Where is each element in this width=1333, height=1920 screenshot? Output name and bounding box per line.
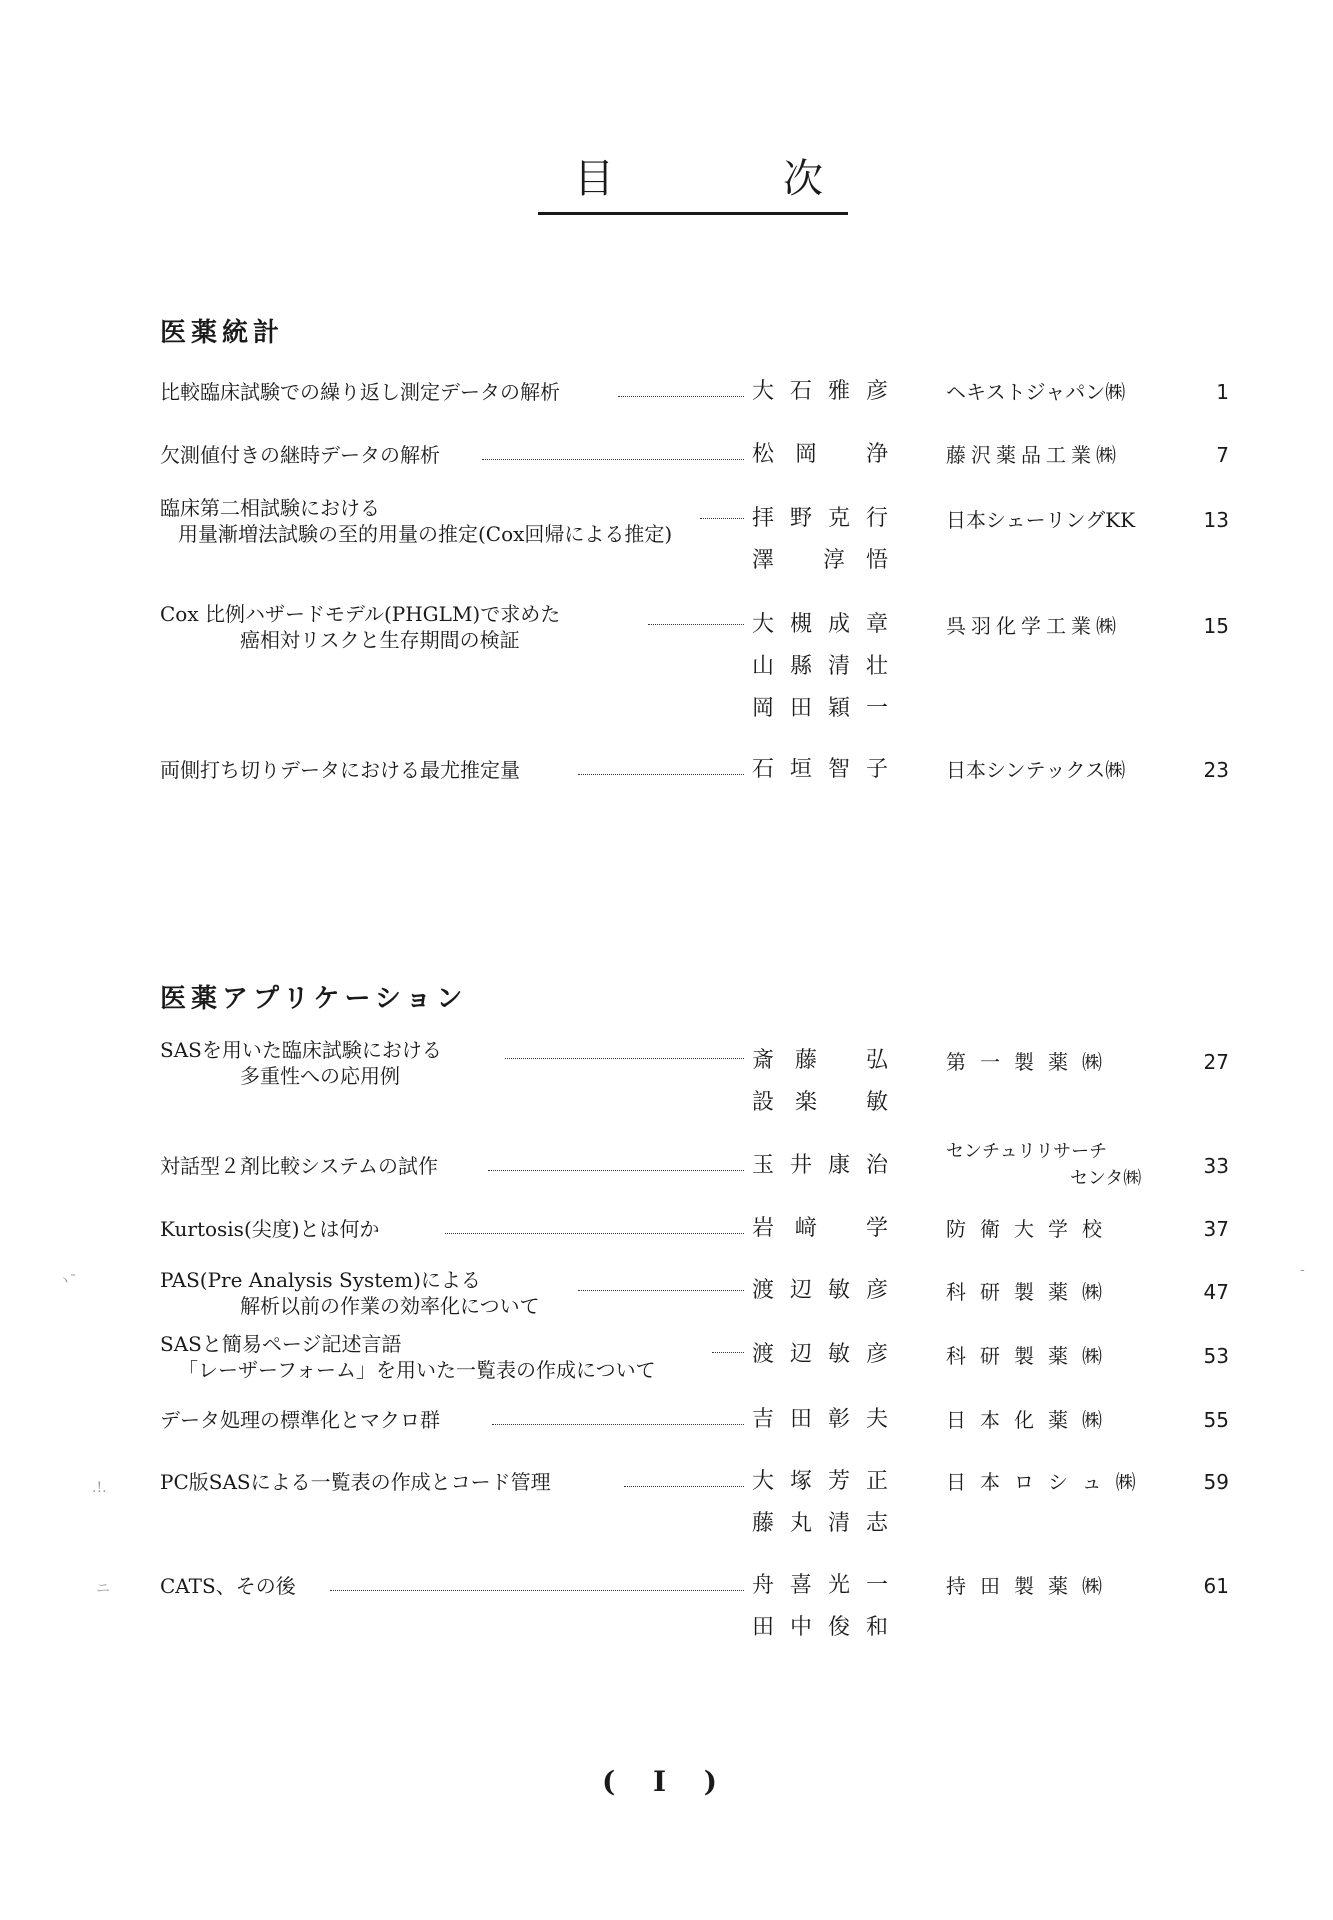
entry-title-line: SASと簡易ページ記述言語 xyxy=(160,1332,402,1356)
entry-title-line: CATS、その後 xyxy=(160,1574,296,1598)
entry-author: 拝 野 克 行 xyxy=(752,506,888,531)
entry-page: 1 xyxy=(1216,380,1229,404)
entry-author: 田 中 俊 和 xyxy=(752,1615,888,1640)
entry-author: 大 石 雅 彦 xyxy=(752,379,888,404)
entry-org: 防衛大学校 xyxy=(946,1217,1116,1241)
entry-title-line: 比較臨床試験での繰り返し測定データの解析 xyxy=(160,380,560,404)
entry-author: 松 岡 浄 xyxy=(752,442,888,467)
entry-org: 第一製薬㈱ xyxy=(946,1050,1116,1074)
dot-leader xyxy=(712,1352,744,1353)
entry-author: 大 槻 成 章 xyxy=(752,612,888,637)
page-title xyxy=(538,150,848,215)
entry-author: 大 塚 芳 正 xyxy=(752,1469,888,1494)
entry-title-line: 臨床第二相試験における xyxy=(160,496,380,520)
entry-page: 37 xyxy=(1203,1217,1229,1241)
entry-title-line: データ処理の標準化とマクロ群 xyxy=(160,1408,440,1432)
entry-title-line: 「レーザーフォーム」を用いた一覧表の作成について xyxy=(178,1358,656,1382)
entry-author: 澤 淳 悟 xyxy=(752,548,888,573)
scan-speck: ニ xyxy=(96,1581,110,1597)
scan-speck: .!. xyxy=(92,1480,107,1496)
entry-title-line: 用量漸増法試験の至的用量の推定(Cox回帰による推定) xyxy=(178,522,673,546)
entry-page: 13 xyxy=(1203,508,1229,532)
entry-title-line: Cox 比例ハザードモデル(PHGLM)で求めた xyxy=(160,602,561,626)
scan-speck: - xyxy=(1300,1262,1305,1278)
entry-org: ヘキストジャパン㈱ xyxy=(946,380,1126,404)
entry-title-line: 両側打ち切りデータにおける最尤推定量 xyxy=(160,758,520,782)
dot-leader xyxy=(492,1424,744,1425)
entry-page: 47 xyxy=(1203,1280,1229,1304)
dot-leader xyxy=(618,396,744,397)
entry-org: 日本シェーリングKK xyxy=(946,508,1136,532)
entry-author: 渡 辺 敏 彦 xyxy=(752,1278,888,1303)
dot-leader xyxy=(330,1590,744,1591)
title-char-1: 目 xyxy=(574,156,614,202)
entry-author: 吉 田 彰 夫 xyxy=(752,1407,888,1432)
entry-page: 15 xyxy=(1203,614,1229,638)
entry-author: 斎 藤 弘 xyxy=(752,1048,888,1073)
entry-page: 59 xyxy=(1203,1470,1229,1494)
dot-leader xyxy=(488,1170,744,1171)
section-heading-statistics: 医薬統計 xyxy=(160,318,285,348)
entry-title-line: PC版SASによる一覧表の作成とコード管理 xyxy=(160,1470,551,1494)
entry-org: 日本ロシュ㈱ xyxy=(946,1470,1150,1494)
title-char-2: 次 xyxy=(783,156,823,202)
entry-org: 日本化薬㈱ xyxy=(946,1408,1116,1432)
entry-author: 玉 井 康 治 xyxy=(752,1153,888,1178)
entry-title-line: 多重性への応用例 xyxy=(240,1064,400,1088)
scan-speck: ヽ ̄ xyxy=(58,1273,77,1289)
entry-title-line: 欠測値付きの継時データの解析 xyxy=(160,443,440,467)
entry-title-line: SASを用いた臨床試験における xyxy=(160,1038,442,1062)
dot-leader xyxy=(578,774,744,775)
entry-author: 舟 喜 光 一 xyxy=(752,1573,888,1598)
dot-leader xyxy=(482,459,744,460)
entry-page: 53 xyxy=(1203,1344,1229,1368)
entry-title-line: PAS(Pre Analysis System)による xyxy=(160,1268,481,1292)
entry-page: 7 xyxy=(1216,443,1229,467)
entry-org: 日本シンテックス㈱ xyxy=(946,758,1126,782)
entry-author: 石 垣 智 子 xyxy=(752,757,888,782)
dot-leader xyxy=(700,518,744,519)
entry-org: センチュリリサーチ xyxy=(946,1141,1108,1162)
section-heading-applications: 医薬アプリケーション xyxy=(160,984,468,1014)
entry-author: 設 楽 敏 xyxy=(752,1090,888,1115)
page-number-footer: ( I ) xyxy=(601,1765,732,1798)
entry-author: 山 縣 清 壮 xyxy=(752,654,888,679)
entry-author: 渡 辺 敏 彦 xyxy=(752,1342,888,1367)
entry-title-line: Kurtosis(尖度)とは何か xyxy=(160,1217,380,1241)
entry-org-line-2: センタ㈱ xyxy=(1070,1168,1142,1189)
dot-leader xyxy=(505,1058,744,1059)
entry-page: 33 xyxy=(1203,1154,1229,1178)
entry-page: 55 xyxy=(1203,1408,1229,1432)
dot-leader xyxy=(624,1486,744,1487)
entry-title-line: 解析以前の作業の効率化について xyxy=(240,1294,540,1318)
entry-author: 藤 丸 清 志 xyxy=(752,1511,888,1536)
entry-org: 科研製薬㈱ xyxy=(946,1344,1116,1368)
entry-org: 呉羽化学工業㈱ xyxy=(946,614,1121,638)
entry-org: 科研製薬㈱ xyxy=(946,1280,1116,1304)
entry-title-line: 対話型２剤比較システムの試作 xyxy=(160,1154,438,1178)
entry-org: 藤沢薬品工業㈱ xyxy=(946,443,1121,467)
entry-page: 61 xyxy=(1203,1574,1229,1598)
entry-page: 27 xyxy=(1203,1050,1229,1074)
entry-org: 持田製薬㈱ xyxy=(946,1574,1116,1598)
entry-author: 岡 田 穎 一 xyxy=(752,696,888,721)
entry-page: 23 xyxy=(1203,758,1229,782)
entry-title-line: 癌相対リスクと生存期間の検証 xyxy=(240,628,520,652)
dot-leader xyxy=(445,1233,744,1234)
entry-author: 岩 﨑 学 xyxy=(752,1216,888,1241)
dot-leader xyxy=(648,624,744,625)
dot-leader xyxy=(578,1290,744,1291)
